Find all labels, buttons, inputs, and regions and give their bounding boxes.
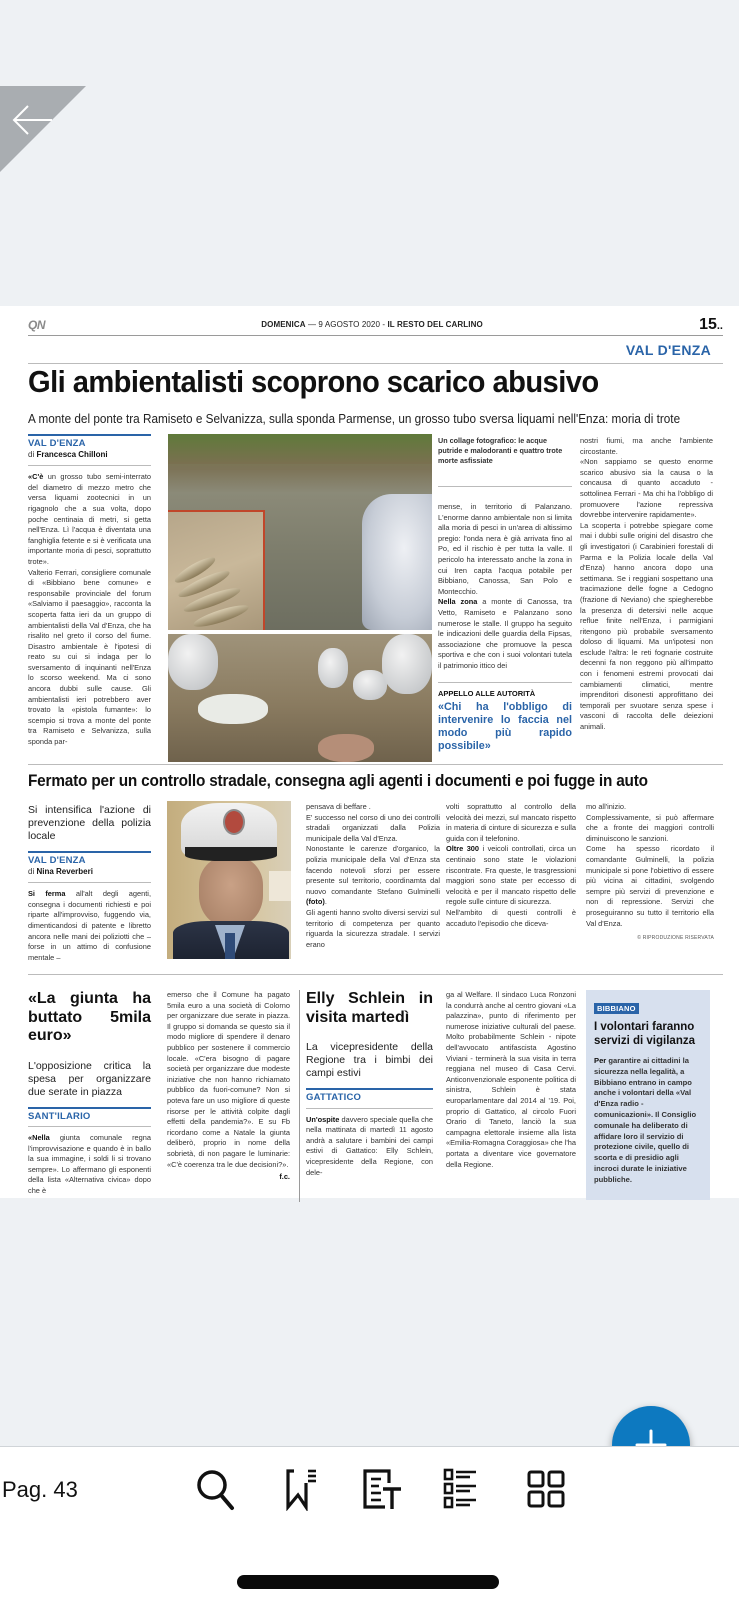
- paragraph: Come ha spesso ricordato il comandante Gulminelli, la polizia municipale si pone l'obiettivo di essere più vicina ai cittadini, svolgendo sempre più servizi di prevenzione e non di repressione. Servizi che proseguiranno su tutto il territorio ella Val d'Enza.: [586, 844, 714, 928]
- article4-column-1: [306, 990, 433, 1178]
- kicker: La vicepresidente della Regione tra i bimbi dei campi estivi: [306, 1041, 433, 1079]
- main-headline: Gli ambientalisti scoprono scarico abusivo: [28, 364, 599, 399]
- article3-column-1: [28, 990, 151, 1197]
- byline: di Nina Reverberi: [28, 866, 93, 876]
- search-button[interactable]: [194, 1467, 238, 1511]
- article2-column-3: [446, 802, 576, 929]
- grid-view-button[interactable]: [524, 1467, 568, 1511]
- back-button[interactable]: [0, 86, 88, 174]
- pullquote: «Chi ha l'obbligo di intervenire lo faccia nel modo più rapido possibile»: [438, 701, 572, 753]
- newspaper-page[interactable]: [0, 306, 739, 1198]
- copyright-notice: © RIPRODUZIONE RISERVATA: [637, 935, 714, 942]
- sidebar-body: Per garantire ai cittadini la sicurezza nella legalità, a Bibbiano entrano in campo anche i volontari della «Val d'Enza radio - comunicazioni». Il Consiglio comunale ha deliberato di affidare loro il servizio di protezione civile, quello di scorta e di presidio agli incroci durate le iniziative pubbliche.: [594, 1056, 697, 1184]
- river-photo-collage[interactable]: [168, 434, 432, 762]
- page-indicator[interactable]: Pag. 43: [2, 1477, 78, 1502]
- riverbed-photo: [168, 634, 432, 762]
- paragraph: mo all'inizio.: [586, 802, 627, 811]
- bibbiano-sidebar-box: [586, 990, 710, 1200]
- article-list-icon: [442, 1467, 482, 1511]
- dateline: [261, 320, 483, 329]
- bookmarks-button[interactable]: [280, 1467, 324, 1511]
- article4-headline: Elly Schlein in visita martedì: [306, 990, 433, 1026]
- date: 9 AGOSTO 2020: [318, 320, 381, 329]
- byline: di Francesca Chilloni: [28, 449, 108, 459]
- paragraph: nostri fiumi, ma anche l'ambiente circostante.: [580, 436, 713, 456]
- paragraph: Nonostante le carenze d'organico, la polizia municipale della Val d'Enza sta facendo notevoli sforzi per essere presente sul territorio, coordinamta dal nuovo comandante Stefano Gulminelli (foto).: [306, 844, 440, 907]
- article2-headline: Fermato per un controllo stradale, consegna agli agenti i documenti e poi fugge in auto: [28, 772, 648, 790]
- paragraph: E' successo nel corso di uno dei controlli stradali organizzati dalla Polizia municipale della Val d'Enza.: [306, 812, 440, 843]
- polluted-water-photo: [168, 434, 432, 630]
- signature: f.c.: [279, 1172, 290, 1182]
- grid-view-icon: [526, 1469, 566, 1509]
- separator: -: [382, 320, 386, 329]
- location-tag: BIBBIANO: [594, 1003, 639, 1014]
- text-mode-icon: [361, 1467, 403, 1511]
- location-label: VAL D'ENZA: [28, 855, 86, 866]
- divider: [28, 974, 723, 975]
- search-icon: [194, 1467, 238, 1511]
- article1-column-3: [438, 502, 572, 753]
- paragraph: «C'è un grosso tubo semi-interrato del diametro di mezzo metro che versa liquami zootecnici in un rigagnolo che a sua volta, dopo poche centinaia di metri, si getta nell'Enza. Lì l'acqua è diventata una fanghiglia fetente e si è verificata una importante moria di pesci, soprattutto trote».: [28, 472, 151, 566]
- article3-column-2: [167, 990, 290, 1183]
- article2-column-1: [28, 804, 151, 963]
- separator: —: [307, 320, 317, 329]
- paragraph: Complessivamente, si può affermare che a fronte dei maggiori controlli diminuiscono le sanzioni.: [586, 812, 714, 843]
- location-label: VAL D'ENZA: [28, 438, 86, 449]
- divider: [438, 682, 572, 683]
- divider: [438, 486, 572, 487]
- topic-rule: [306, 1088, 433, 1090]
- arrow-left-icon: [0, 86, 88, 174]
- paragraph: Valterio Ferrari, consigliere comunale di «Bibbiano bene comune» e responsabile provinciale del forum «Salviamo il paesaggio», racconta la scoperta fatta ieri da un gruppo di ambientalisti della Val d'Enza, che ha risalito nel greto il corso del fiume. Disastro ambientale è l'ipotesi di reato su cui si indaga per lo sversamento di inquinanti nell'Enza lo scorso weekend. Ma ci sono ancora dubbi sulle cause. Gli ambientalisti ieri potrebbero aver trovato la «pistola fumante»: lo scempio si trova a monte del ponte tra Ramiseto e Selvanizza, sulla sponda par-: [28, 567, 151, 747]
- location-label: SANT'ILARIO: [28, 1110, 91, 1122]
- page-number: 15..: [699, 315, 723, 333]
- divider: [28, 465, 151, 466]
- kicker: Si intensifica l'azione di prevenzione della polizia locale: [28, 804, 151, 842]
- topic-rule: [28, 434, 151, 436]
- divider: [28, 882, 151, 883]
- paragraph: pensava di beffare .: [306, 802, 371, 811]
- paragraph: Un'ospite davvero speciale quella che nella mattinata di martedì 11 agosto andrà a salutare i bambini dei campi estivi di Gattatico: Elly Schlein, vicepresidente della Regione, con dele-: [306, 1114, 433, 1177]
- paragraph: La scoperta i potrebbe spiegare come mai i dubbi sulle origini del disastro che gli investigatori (i Carabinieri forestali di Parma e la Polizia locale della Val d'Enza) hanno ancora dopo una settimana. Se i reggiani sospettano una tracimazione delle fogne a Cedogno (frazione di Neviano) che spiegherebbe la presenza di detersivi nelle acque reflue finite nell'Enza, i parmigiani ritengono più probabile sversamento doloso di liquami. Ma un'ipotesi non esclude l'altra: le reti fognarie costruite decenni fa non reggono più all'impatto con i fenomeni estremi provocati dai cambiamenti climatici, mentre imprenditori disonesti approfittano dei temporali per svuotare senza spese i vasconi di raccolta delle deiezioni animali.: [580, 520, 713, 732]
- sidebar-headline: I volontari faranno servizi di vigilanza: [594, 1021, 695, 1047]
- paragraph: mense, in territorio di Palanzano. L'enorme danno ambientale non si limita alla moria di pesci in un'area di altissimo pregio: l'onda nera è già arrivata fino al Po, ed il rischio è per tutta la valle. Il pericolo ha interessato anche la zona in cui Iren capta l'acqua potabile per Bibbiano, Canossa, San Polo e Montecchio.: [438, 502, 572, 596]
- location-label: GATTATICO: [306, 1092, 362, 1103]
- photo-caption: Un collage fotografico: le acque putride e malodoranti e quattro trote morte asfissiate: [438, 436, 563, 465]
- qn-logo: QN: [28, 317, 45, 332]
- home-indicator[interactable]: [237, 1575, 499, 1589]
- article2-column-2: [306, 802, 440, 950]
- topic-rule: [28, 1107, 151, 1109]
- day: DOMENICA: [261, 320, 306, 329]
- paragraph: emerso che il Comune ha pagato 5mila euro a una società di Colorno per organizzare due serate in piazza. Il gruppo si domanda se questo sia il modo migliore di spendere il denaro pubblico per sostenere il commercio locale. «C'era bisogno di pagare società per organizzare due modeste iniziative che non hanno richiamato pubblico da fuori-comune? Non si poteva fare un uso migliore di queste risorse per le attività colpite dagli effetti della pandemia?». E su Fb ricordano come a Natale la giunta deliberò, proprio in nome della sobrietà, di non pagare le luminarie: «C'è coerenza tra le due decisioni?».: [167, 990, 290, 1169]
- paragraph: Oltre 300 i veicoli controllati, circa un centinaio sono state le violazioni riscontrate. Fra queste, le trasgressioni maggiori sono state per eccesso di velocità e per il mancato rispetto delle regole sulle cinture di sicurezza.: [446, 844, 576, 907]
- pullquote-label: APPELLO ALLE AUTORITÀ: [438, 688, 536, 698]
- article3-headline: «La giunta ha buttato 5mila euro»: [28, 990, 151, 1044]
- paragraph: ga al Welfare. Il sindaco Luca Ronzoni la condurrà anche al centro giovani «La palazzina», punto di riferimento per numerose iniziative culturali del paese. Molto probabilmente Schlein - nipote dell'avvocato antifascista Agostino Viviani - terminerà la sua visita in terra reggiana nel museo di Casa Cervi. Anticonvenzionale esponente politica di sinistra, Schlein è stata europarlamentare dal 2014 al '19. Poi, proprio di Gattatico, al circolo Fuori Orario di Taneto, lanciò la sua campagna elettorale insieme alla lista «Emilia-Romagna Coraggiosa» che l'ha portata a diventare vice governatore della Regione.: [446, 990, 576, 1169]
- paragraph: Nell'ambito di questi controlli è accaduto l'episodio che diceva-: [446, 907, 576, 928]
- bookmarks-icon: [284, 1467, 320, 1511]
- divider: [299, 990, 300, 1202]
- dead-trout-inset: [168, 510, 265, 630]
- paragraph: Nella zona a monte di Canossa, tra Vetto, Ramiseto e Palanzano sono numerose le stalle. Il gruppo ha seguito le indicazioni delle guardia della Fipsas, associazione che promuove la pesca sportiva e che con i suoi volontari tutela il patrimonio ittico dei: [438, 597, 572, 670]
- article2-column-4: [586, 802, 714, 944]
- paragraph: volti soprattutto al controllo della velocità dei mezzi, sul mancato rispetto in materia di cinture di sicurezza e sulla guida con il telefonino.: [446, 802, 576, 843]
- paragraph: «Nella giunta comunale regna l'improvvisazione e quando è in ballo la sua immagine, i soldi li si trovano sempre». Lo affermano gli esponenti della lista «Alternativa civica» dopo che è: [28, 1133, 151, 1196]
- divider: [306, 1108, 433, 1109]
- paragraph: «Non sappiamo se questo enorme scarico abusivo sia la causa o la concausa di quanto accaduto - sottolinea Ferrari - Ma chi ha l'obbligo di promuovere l'azione repressiva dovrebbe intervenire rapidamente».: [580, 457, 713, 520]
- masthead: [28, 314, 723, 336]
- kicker: L'opposizione critica la spesa per organizzare due serate in piazza: [28, 1059, 151, 1098]
- paragraph: Si ferma all'alt degli agenti, consegna i documenti richiesti e poi riparte all'improvviso, fuggendo via, dimenticandosi di patente e libretto ancora nelle mani dei poliziotti che – forse in un attimo di confusione mentale –: [28, 889, 151, 962]
- article4-column-2: [446, 990, 576, 1170]
- article1-column-4: [580, 436, 713, 733]
- section-label: VAL D'ENZA: [625, 342, 711, 358]
- text-mode-button[interactable]: [360, 1467, 404, 1511]
- divider: [28, 1126, 151, 1127]
- paragraph: Gli agenti hanno svolto diversi servizi sul territorio di competenza per quanto riguarda la sicurezza stradale. I servizi erano: [306, 907, 440, 949]
- main-deck: A monte del ponte tra Ramiseto e Selvanizza, sulla sponda Parmense, un grosso tubo sversa liquami nell'Enza: moria di trote: [28, 412, 681, 426]
- article-list-button[interactable]: [440, 1467, 484, 1511]
- commander-portrait-photo[interactable]: [167, 801, 291, 959]
- article1-column-1: [28, 434, 151, 748]
- newspaper-name: IL RESTO DEL CARLINO: [387, 320, 483, 329]
- divider: [28, 764, 723, 765]
- topic-rule: [28, 851, 151, 853]
